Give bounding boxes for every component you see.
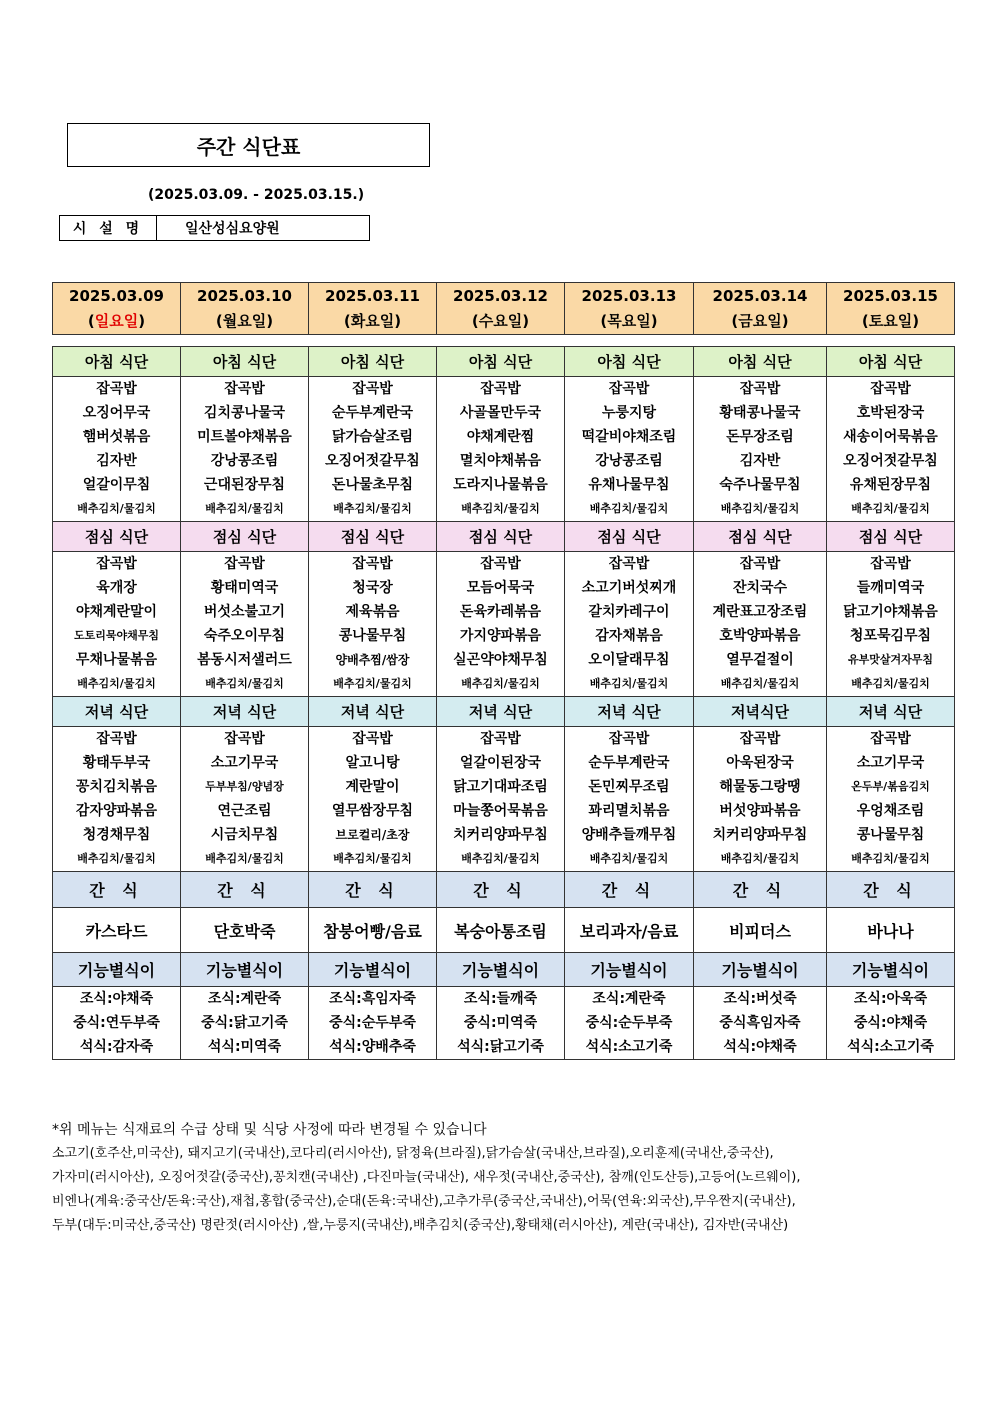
paren-open: ( xyxy=(215,311,223,330)
functional-item: 중식:닭고기죽 xyxy=(201,1015,288,1031)
menu-item: 청경채무침 xyxy=(82,827,151,843)
paren-close: ) xyxy=(266,311,274,330)
menu-item: 잡곡밥 xyxy=(96,556,137,572)
breakfast-cell-6 xyxy=(827,377,955,522)
dinner-header-0: 저녁 식단 xyxy=(53,697,181,727)
menu-item: 멸치야채볶음 xyxy=(459,453,542,469)
functional-cell-3 xyxy=(437,987,565,1060)
menu-item: 잡곡밥 xyxy=(96,381,137,397)
menu-item: 강낭콩조림 xyxy=(595,453,663,469)
menu-item: 배추김치/물김치 xyxy=(333,852,412,865)
notice-text: *위 메뉴는 식재료의 수급 상태 및 식당 사정에 따라 변경될 수 있습니다 xyxy=(52,1122,487,1138)
menu-item: 얼갈이된장국 xyxy=(459,755,542,771)
date-cell-5 xyxy=(694,283,827,335)
functional-header-row xyxy=(53,953,955,987)
weekday-line xyxy=(53,309,180,334)
menu-item: 봄동시저샐러드 xyxy=(197,652,292,668)
menu-item: 잡곡밥 xyxy=(224,731,265,747)
breakfast-items-row xyxy=(53,377,955,522)
menu-item: 잔치국수 xyxy=(732,580,788,596)
menu-item: 버섯소불고기 xyxy=(203,604,286,620)
menu-item: 숙주오이무침 xyxy=(203,628,286,644)
lunch-cell-5 xyxy=(694,552,827,697)
menu-item: 배추김치/물김치 xyxy=(77,502,156,515)
snack-header-row xyxy=(53,872,955,908)
functional-cell-6 xyxy=(827,987,955,1060)
dinner-header-3: 저녁 식단 xyxy=(437,697,565,727)
lunch-cell-4 xyxy=(565,552,694,697)
date-text: 2025.03.11 xyxy=(325,286,420,305)
menu-item: 야채계란말이 xyxy=(75,604,158,620)
menu-item: 오이달래무침 xyxy=(588,652,670,668)
menu-item: 배추김치/물김치 xyxy=(589,852,669,865)
date-header-table xyxy=(52,282,955,335)
functional-item: 조식:계란죽 xyxy=(592,991,666,1007)
breakfast-cell-3 xyxy=(437,377,565,522)
menu-item: 돈육카레볶음 xyxy=(459,604,542,620)
menu-item: 육개장 xyxy=(96,580,137,596)
page-title: 주간 식단표 xyxy=(67,123,430,167)
menu-item: 배추김치/물김치 xyxy=(205,852,284,865)
date-cell-3 xyxy=(437,283,565,335)
lunch-items-row xyxy=(53,552,955,697)
menu-item: 잡곡밥 xyxy=(739,731,781,747)
functional-header-3: 기능별식이 xyxy=(437,953,565,987)
breakfast-header-6: 아침 식단 xyxy=(827,347,955,377)
lunch-header-row xyxy=(53,522,955,552)
date-cell-4 xyxy=(565,283,694,335)
menu-item: 치커리양파무침 xyxy=(712,827,808,843)
weekday-line xyxy=(309,309,436,334)
functional-cell-4 xyxy=(565,987,694,1060)
paren-open: ( xyxy=(87,311,95,330)
snack-cell-3: 복숭아통조림 xyxy=(437,908,565,953)
menu-item: 잡곡밥 xyxy=(480,381,521,397)
dinner-cell-5 xyxy=(694,727,827,872)
snack-cell-2: 참붕어빵/음료 xyxy=(309,908,437,953)
menu-item: 열무쌈장무침 xyxy=(331,803,414,819)
dinner-cell-6 xyxy=(827,727,955,872)
functional-item: 석식:미역죽 xyxy=(207,1039,282,1055)
menu-item: 숙주나물무침 xyxy=(719,477,801,493)
menu-item: 배추김치/물김치 xyxy=(589,677,669,690)
functional-cell-2 xyxy=(309,987,437,1060)
menu-item: 황태두부국 xyxy=(82,755,151,771)
menu-item: 돈무장조림 xyxy=(726,429,794,445)
menu-item: 새송이어묵볶음 xyxy=(843,429,938,445)
dinner-header-row xyxy=(53,697,955,727)
menu-item: 잡곡밥 xyxy=(870,731,911,747)
menu-item: 배추김치/물김치 xyxy=(333,677,412,690)
weekly-menu-table xyxy=(52,346,955,1060)
date-text: 2025.03.12 xyxy=(453,286,548,305)
origin-notes xyxy=(52,1118,952,1238)
weekday-text: 월요일 xyxy=(222,311,267,330)
menu-item: 닭고기대파조림 xyxy=(453,779,548,795)
menu-item: 배추김치/물김치 xyxy=(589,502,669,515)
snack-header-4: 간 식 xyxy=(565,872,694,908)
origin-line: 가자미(러시아산), 오징어젓갈(중국산),꽁치캔(국내산) ,다진마늘(국내산), 새우젓(국내산,중국산), 참깨(인도산등),고등어(노르웨이), xyxy=(52,1170,801,1185)
functional-items-row xyxy=(53,987,955,1060)
menu-item: 사골몰만두국 xyxy=(459,405,542,421)
menu-item: 소고기버섯찌개 xyxy=(581,580,677,596)
functional-item: 조식:버섯죽 xyxy=(723,991,797,1007)
menu-item: 우엉채조림 xyxy=(856,803,925,819)
breakfast-cell-1 xyxy=(181,377,309,522)
lunch-header-6: 점심 식단 xyxy=(827,522,955,552)
menu-item: 돈나물초무침 xyxy=(331,477,414,493)
menu-item: 배추김치/물김치 xyxy=(77,852,156,865)
dinner-items-row xyxy=(53,727,955,872)
functional-header-0: 기능별식이 xyxy=(53,953,181,987)
functional-item: 석식:감자죽 xyxy=(79,1039,154,1055)
menu-item: 잡곡밥 xyxy=(870,556,911,572)
breakfast-cell-2 xyxy=(309,377,437,522)
menu-item: 잡곡밥 xyxy=(608,556,650,572)
menu-item: 김치콩나물국 xyxy=(203,405,286,421)
weekday-line xyxy=(565,309,693,334)
lunch-header-5: 점심 식단 xyxy=(694,522,827,552)
menu-item: 잡곡밥 xyxy=(96,731,137,747)
functional-header-2: 기능별식이 xyxy=(309,953,437,987)
functional-header-6: 기능별식이 xyxy=(827,953,955,987)
menu-item: 강낭콩조림 xyxy=(210,453,279,469)
menu-item: 얼갈이무침 xyxy=(82,477,151,493)
paren-close: ) xyxy=(650,311,658,330)
menu-item: 열무겉절이 xyxy=(726,652,794,668)
functional-item: 조식:들깨죽 xyxy=(463,991,538,1007)
menu-item: 버섯양파볶음 xyxy=(719,803,801,819)
breakfast-cell-0 xyxy=(53,377,181,522)
menu-item: 도라지나물볶음 xyxy=(453,477,548,493)
lunch-header-0: 점심 식단 xyxy=(53,522,181,552)
functional-item: 조식:계란죽 xyxy=(207,991,282,1007)
date-cell-6 xyxy=(827,283,955,335)
dinner-cell-0 xyxy=(53,727,181,872)
menu-item: 떡갈비야채조림 xyxy=(581,429,677,445)
snack-items-row xyxy=(53,908,955,953)
weekday-line xyxy=(437,309,564,334)
snack-cell-6: 바나나 xyxy=(827,908,955,953)
weekday-text: 수요일 xyxy=(478,311,523,330)
weekday-text: 일요일 xyxy=(94,311,139,330)
functional-item: 조식:야채죽 xyxy=(79,991,154,1007)
menu-item: 꽁치김치볶음 xyxy=(75,779,158,795)
snack-header-1: 간 식 xyxy=(181,872,309,908)
menu-item: 유부맛살겨자무침 xyxy=(847,653,933,666)
paren-close: ) xyxy=(138,311,146,330)
menu-item: 돈민찌무조림 xyxy=(588,779,670,795)
weekday-text: 목요일 xyxy=(607,311,651,330)
menu-item: 오징어젓갈무침 xyxy=(325,453,420,469)
menu-period: (2025.03.09. - 2025.03.15.) xyxy=(148,187,365,203)
functional-item: 석식:양배추죽 xyxy=(329,1039,416,1055)
functional-item: 중식:연두부죽 xyxy=(73,1015,160,1031)
lunch-header-1: 점심 식단 xyxy=(181,522,309,552)
snack-cell-0: 카스타드 xyxy=(53,908,181,953)
menu-item: 순두부계란국 xyxy=(331,405,414,421)
functional-item: 중식흑임자죽 xyxy=(719,1015,801,1031)
menu-item: 무채나물볶음 xyxy=(75,652,158,668)
menu-item: 배추김치/물김치 xyxy=(333,502,412,515)
origin-line: 두부(대두:미국산,중국산) 명란젓(러시아산) ,쌀,누룽지(국내산),배추김치(중국산),황태채(러시아산), 계란(국내산), 김자반(국내산) xyxy=(52,1218,789,1233)
menu-item: 연근조림 xyxy=(217,803,272,819)
menu-item: 계란표고장조림 xyxy=(712,604,808,620)
facility-label: 시 설 명 xyxy=(60,216,157,240)
functional-item: 석식:야채죽 xyxy=(723,1039,797,1055)
weekday-line xyxy=(694,309,826,334)
dinner-cell-3 xyxy=(437,727,565,872)
snack-header-3: 간 식 xyxy=(437,872,565,908)
menu-item: 김자반 xyxy=(96,453,137,469)
weekday-line xyxy=(827,309,954,334)
menu-item: 배추김치/물김치 xyxy=(461,677,540,690)
menu-item: 오징어젓갈무침 xyxy=(843,453,938,469)
breakfast-header-5: 아침 식단 xyxy=(694,347,827,377)
menu-item: 잡곡밥 xyxy=(739,381,781,397)
menu-item: 황태미역국 xyxy=(210,580,279,596)
menu-item: 닭고기야채볶음 xyxy=(843,604,938,620)
lunch-cell-6 xyxy=(827,552,955,697)
menu-item: 배추김치/물김치 xyxy=(851,852,930,865)
dinner-cell-2 xyxy=(309,727,437,872)
breakfast-header-1: 아침 식단 xyxy=(181,347,309,377)
menu-item: 청포묵김무침 xyxy=(849,628,932,644)
functional-cell-1 xyxy=(181,987,309,1060)
menu-item: 배추김치/물김치 xyxy=(720,852,800,865)
menu-item: 콩나물무침 xyxy=(856,827,925,843)
weekday-line xyxy=(181,309,308,334)
functional-item: 조식:흑임자죽 xyxy=(329,991,416,1007)
date-cell-1 xyxy=(181,283,309,335)
menu-item: 닭가슴살조림 xyxy=(331,429,414,445)
breakfast-cell-4 xyxy=(565,377,694,522)
dinner-header-5: 저녁식단 xyxy=(694,697,827,727)
origin-line: 비엔나(계육:중국산/돈육:국산),재첩,홍합(중국산),순대(돈육:국내산),고추가루(중국산,국내산),어묵(연육:외국산),무우짠지(국내산), xyxy=(52,1194,796,1209)
snack-header-5: 간 식 xyxy=(694,872,827,908)
lunch-header-2: 점심 식단 xyxy=(309,522,437,552)
lunch-cell-1 xyxy=(181,552,309,697)
menu-item: 해물동그랑땡 xyxy=(719,779,801,795)
date-text: 2025.03.14 xyxy=(712,286,808,305)
menu-item: 근대된장무침 xyxy=(203,477,286,493)
menu-item: 배추김치/물김치 xyxy=(851,677,930,690)
functional-header-1: 기능별식이 xyxy=(181,953,309,987)
menu-item: 김자반 xyxy=(739,453,781,469)
breakfast-header-4: 아침 식단 xyxy=(565,347,694,377)
menu-item: 호박양파볶음 xyxy=(719,628,801,644)
facility-name: 일산성심요양원 xyxy=(185,221,280,237)
menu-item: 배추김치/물김치 xyxy=(851,502,930,515)
snack-cell-4: 보리과자/음료 xyxy=(565,908,694,953)
menu-item: 유채된장무침 xyxy=(849,477,932,493)
menu-item: 배추김치/물김치 xyxy=(720,502,800,515)
paren-open: ( xyxy=(343,311,351,330)
menu-item: 들깨미역국 xyxy=(856,580,925,596)
snack-header-2: 간 식 xyxy=(309,872,437,908)
snack-header-6: 간 식 xyxy=(827,872,955,908)
menu-item: 감자양파볶음 xyxy=(75,803,158,819)
lunch-header-4: 점심 식단 xyxy=(565,522,694,552)
snack-cell-1: 단호박죽 xyxy=(181,908,309,953)
menu-item: 치커리양파무침 xyxy=(453,827,548,843)
dinner-header-6: 저녁 식단 xyxy=(827,697,955,727)
menu-item: 잡곡밥 xyxy=(224,381,265,397)
menu-item: 배추김치/물김치 xyxy=(461,502,540,515)
date-text: 2025.03.09 xyxy=(69,286,164,305)
menu-item: 잡곡밥 xyxy=(352,556,393,572)
menu-item: 제육볶음 xyxy=(345,604,400,620)
menu-item: 아욱된장국 xyxy=(726,755,794,771)
menu-item: 잡곡밥 xyxy=(352,731,393,747)
breakfast-header-3: 아침 식단 xyxy=(437,347,565,377)
weekday-text: 화요일 xyxy=(350,311,395,330)
menu-item: 소고기무국 xyxy=(210,755,279,771)
paren-open: ( xyxy=(731,311,739,330)
facility-box xyxy=(59,215,370,241)
menu-item: 실곤약야채무침 xyxy=(453,652,548,668)
menu-item: 누룽지탕 xyxy=(601,405,657,421)
functional-item: 석식:닭고기죽 xyxy=(457,1039,544,1055)
menu-item: 배추김치/물김치 xyxy=(205,677,284,690)
menu-item: 배추김치/물김치 xyxy=(205,502,284,515)
menu-item: 온두부/볶음김치 xyxy=(851,780,930,793)
date-text: 2025.03.13 xyxy=(581,286,677,305)
paren-open: ( xyxy=(861,311,869,330)
functional-cell-0 xyxy=(53,987,181,1060)
lunch-cell-3 xyxy=(437,552,565,697)
paren-close: ) xyxy=(912,311,920,330)
menu-item: 잡곡밥 xyxy=(224,556,265,572)
menu-item: 황태콩나물국 xyxy=(719,405,801,421)
menu-item: 청국장 xyxy=(352,580,393,596)
menu-item: 마늘쫑어묵볶음 xyxy=(453,803,548,819)
menu-item: 배추김치/물김치 xyxy=(461,852,540,865)
menu-item: 잡곡밥 xyxy=(480,731,521,747)
menu-item: 배추김치/물김치 xyxy=(77,677,156,690)
functional-header-5: 기능별식이 xyxy=(694,953,827,987)
weekday-text: 금요일 xyxy=(738,311,782,330)
functional-item: 중식:순두부죽 xyxy=(585,1015,673,1031)
lunch-cell-2 xyxy=(309,552,437,697)
menu-item: 브로컬리/초장 xyxy=(335,828,410,842)
origin-line: 소고기(호주산,미국산), 돼지고기(국내산),코다리(러시아산), 닭정육(브라질),닭가슴살(국내산,브라질),오리훈제(국내산,중국산), xyxy=(52,1146,774,1161)
paren-open: ( xyxy=(471,311,479,330)
functional-item: 조식:아욱죽 xyxy=(853,991,928,1007)
dinner-header-2: 저녁 식단 xyxy=(309,697,437,727)
breakfast-header-row xyxy=(53,347,955,377)
date-cell-2 xyxy=(309,283,437,335)
menu-item: 가지양파볶음 xyxy=(459,628,542,644)
menu-item: 야채계란찜 xyxy=(466,429,535,445)
paren-close: ) xyxy=(522,311,530,330)
functional-item: 석식:소고기죽 xyxy=(585,1039,673,1055)
functional-item: 중식:순두부죽 xyxy=(329,1015,416,1031)
date-cell-0 xyxy=(53,283,181,335)
dinner-cell-4 xyxy=(565,727,694,872)
menu-item: 콩나물무침 xyxy=(338,628,407,644)
menu-item: 양배추찜/쌈장 xyxy=(335,653,410,667)
menu-item: 호박된장국 xyxy=(856,405,925,421)
menu-item: 소고기무국 xyxy=(856,755,925,771)
breakfast-header-0: 아침 식단 xyxy=(53,347,181,377)
functional-item: 중식:미역죽 xyxy=(463,1015,538,1031)
menu-item: 시금치무침 xyxy=(210,827,279,843)
date-text: 2025.03.10 xyxy=(197,286,292,305)
menu-item: 꽈리멸치볶음 xyxy=(588,803,670,819)
menu-item: 도토리묵야채무침 xyxy=(73,629,159,642)
menu-item: 계란말이 xyxy=(345,779,400,795)
menu-item: 감자채볶음 xyxy=(595,628,663,644)
functional-cell-5 xyxy=(694,987,827,1060)
menu-item: 잡곡밥 xyxy=(352,381,393,397)
paren-close: ) xyxy=(394,311,402,330)
menu-item: 잡곡밥 xyxy=(870,381,911,397)
paren-close: ) xyxy=(781,311,789,330)
menu-item: 잡곡밥 xyxy=(739,556,781,572)
functional-item: 석식:소고기죽 xyxy=(847,1039,934,1055)
breakfast-header-2: 아침 식단 xyxy=(309,347,437,377)
menu-item: 오징어무국 xyxy=(82,405,151,421)
breakfast-cell-5 xyxy=(694,377,827,522)
menu-item: 갈치카레구이 xyxy=(588,604,670,620)
menu-item: 잡곡밥 xyxy=(608,731,650,747)
weekday-text: 토요일 xyxy=(868,311,913,330)
menu-item: 유채나물무침 xyxy=(588,477,670,493)
menu-item: 모듬어묵국 xyxy=(466,580,535,596)
menu-item: 순두부계란국 xyxy=(588,755,670,771)
functional-item: 중식:야채죽 xyxy=(853,1015,928,1031)
menu-item: 배추김치/물김치 xyxy=(720,677,800,690)
lunch-cell-0 xyxy=(53,552,181,697)
functional-header-4: 기능별식이 xyxy=(565,953,694,987)
dinner-header-4: 저녁 식단 xyxy=(565,697,694,727)
menu-item: 두부부침/양념장 xyxy=(205,780,284,793)
lunch-header-3: 점심 식단 xyxy=(437,522,565,552)
menu-item: 잡곡밥 xyxy=(608,381,650,397)
snack-cell-5: 비피더스 xyxy=(694,908,827,953)
snack-header-0: 간 식 xyxy=(53,872,181,908)
dinner-cell-1 xyxy=(181,727,309,872)
paren-open: ( xyxy=(600,311,608,330)
dinner-header-1: 저녁 식단 xyxy=(181,697,309,727)
menu-item: 잡곡밥 xyxy=(480,556,521,572)
menu-item: 미트볼야채볶음 xyxy=(197,429,292,445)
date-text: 2025.03.15 xyxy=(843,286,938,305)
menu-item: 양배추들깨무침 xyxy=(581,827,677,843)
menu-item: 햄버섯볶음 xyxy=(82,429,151,445)
menu-item: 알고니탕 xyxy=(345,755,400,771)
